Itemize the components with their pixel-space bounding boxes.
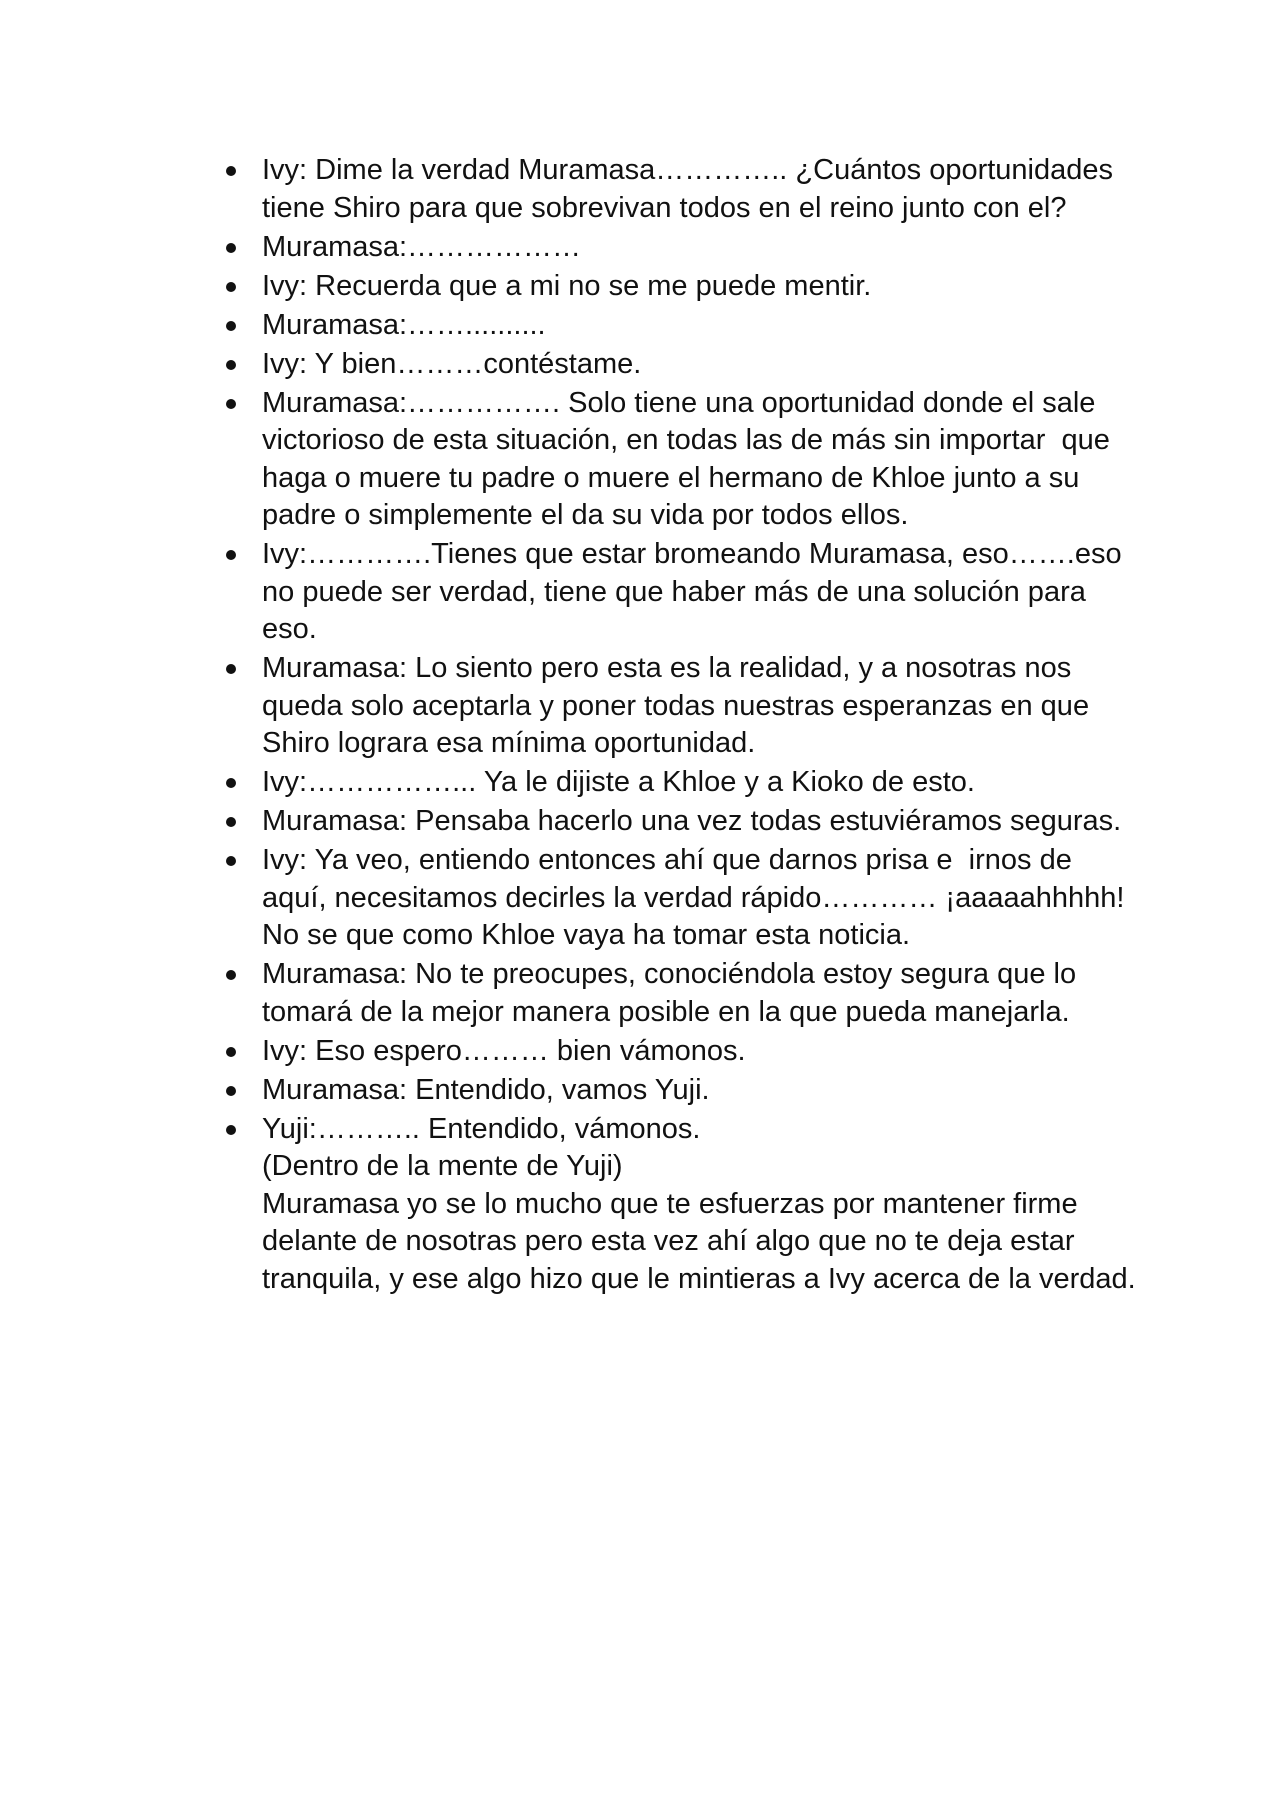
- bullet-icon: [226, 243, 236, 253]
- dialogue-line: Muramasa: No te preocupes, conociéndola estoy segura que lo tomará de la mejor manera posible en la que pueda manejarla.: [262, 958, 1085, 1028]
- bullet-icon: [226, 1086, 236, 1096]
- list-item: [262, 152, 1142, 227]
- bullet-icon: [226, 282, 236, 292]
- list-item: [262, 385, 1142, 535]
- list-item: [262, 536, 1142, 649]
- list-item: [262, 650, 1142, 763]
- dialogue-line: Muramasa: Entendido, vamos Yuji.: [262, 1073, 710, 1106]
- dialogue-list: [224, 152, 1142, 1300]
- list-item: [262, 842, 1142, 955]
- dialogue-line: Muramasa:………………: [262, 230, 582, 263]
- list-item: [262, 1111, 1142, 1299]
- dialogue-line: Ivy: Ya veo, entiendo entonces ahí que darnos prisa e irnos de aquí, necesitamos decirles la verdad rápido………… ¡aaaaahhhhh! No se que como Khloe vaya ha tomar esta noticia.: [262, 844, 1133, 951]
- list-item: [262, 1072, 1142, 1110]
- bullet-icon: [226, 399, 236, 409]
- bullet-icon: [226, 360, 236, 370]
- dialogue-line: Ivy: Dime la verdad Muramasa………….. ¿Cuántos oportunidades tiene Shiro para que sobrevivan todos en el reino junto con el?: [262, 154, 1122, 224]
- list-item: [262, 956, 1142, 1031]
- list-item: [262, 803, 1142, 841]
- bullet-icon: [226, 817, 236, 827]
- list-item: [262, 229, 1142, 267]
- scene-note: (Dentro de la mente de Yuji): [262, 1150, 623, 1182]
- dialogue-line: Yuji:……….. Entendido, vámonos.: [262, 1112, 701, 1145]
- list-item: [262, 307, 1142, 345]
- bullet-icon: [226, 778, 236, 788]
- dialogue-line: Muramasa:……………. Solo tiene una oportunidad donde el sale victorioso de esta situación, en todas las de más sin importar que haga o muere tu padre o muere el hermano de Khloe junto a su padre o simplemente el da su vida por todos ellos.: [262, 386, 1118, 531]
- bullet-icon: [226, 664, 236, 674]
- dialogue-line: Ivy: Y bien………contéstame.: [262, 347, 642, 380]
- dialogue-line: Ivy:……………... Ya le dijiste a Khloe y a Kioko de esto.: [262, 766, 975, 798]
- dialogue-line: Muramasa: Pensaba hacerlo una vez todas estuviéramos seguras.: [262, 805, 1122, 837]
- dialogue-line: Muramasa: Lo siento pero esta es la realidad, y a nosotras nos queda solo aceptarla y poner todas nuestras esperanzas en que Shiro lograra esa mínima oportunidad.: [262, 652, 1098, 759]
- list-item: [262, 346, 1142, 384]
- dialogue-line: Ivy:………….Tienes que estar bromeando Muramasa, eso…….eso no puede ser verdad, tiene que haber más de una solución para eso.: [262, 538, 1130, 645]
- bullet-icon: [226, 970, 236, 980]
- bullet-icon: [226, 550, 236, 560]
- bullet-icon: [226, 1125, 236, 1135]
- dialogue-line: Ivy: Eso espero……… bien vámonos.: [262, 1034, 746, 1067]
- list-item: [262, 1033, 1142, 1071]
- narration-paragraph: Muramasa yo se lo mucho que te esfuerzas por mantener firme delante de nosotras pero esta vez ahí algo que no te deja estar tranquila, y ese algo hizo que le mintieras a Ivy acerca de la verdad.: [262, 1187, 1136, 1295]
- bullet-icon: [226, 166, 236, 176]
- dialogue-line: Muramasa:……..........: [262, 308, 546, 341]
- bullet-icon: [226, 1047, 236, 1057]
- dialogue-line: Ivy: Recuerda que a mi no se me puede mentir.: [262, 269, 872, 302]
- list-item: [262, 764, 1142, 802]
- list-item: [262, 268, 1142, 306]
- bullet-icon: [226, 856, 236, 866]
- bullet-icon: [226, 321, 236, 331]
